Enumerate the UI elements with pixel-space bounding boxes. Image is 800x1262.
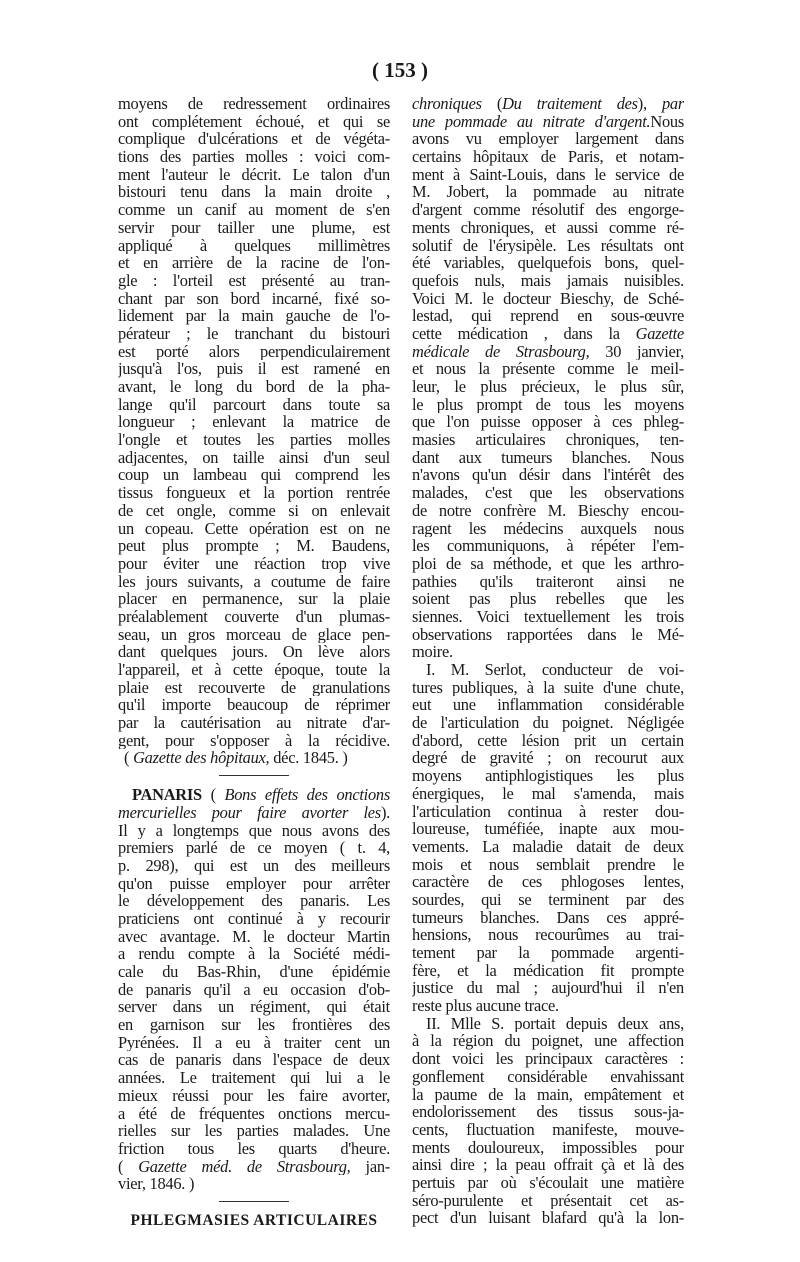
paragraph-line: appliqué à quelques millimètres [118, 236, 390, 255]
paragraph-line: rielles sur les parties malades. Une [118, 1122, 390, 1140]
paragraph-line: peut plus prompte ; M. Baudens, [118, 537, 390, 555]
source-citation: vier, 1846. ) [118, 1175, 195, 1193]
paragraph-line: tissus fongueux et la portion rentrée [118, 484, 390, 502]
paragraph-line: solutif de l'érysipèle. Les résultats ont [412, 236, 684, 255]
page-number: ( 153 ) [372, 58, 428, 82]
paragraph-line: vements. La maladie datait de deux [412, 837, 684, 856]
paragraph-line: gonflement considérable envahissant [412, 1067, 684, 1086]
paragraph-line: avons vu employer largement dans [412, 130, 684, 149]
paragraph-line: de l'articulation du poignet. Négligée [412, 714, 684, 732]
paragraph-line: lestad, qui reprend en sous-œuvre [412, 307, 684, 325]
paragraph-line: gent, pour s'opposer à la récidive. [118, 731, 390, 750]
paragraph-line: leur, le plus précieux, le plus sûr, [412, 378, 684, 396]
paragraph-line: d'abord, cette lésion prit un certain [412, 731, 684, 750]
paragraph-line: les communiquons, à répéter l'em- [412, 537, 684, 555]
paragraph-line: p. 298), qui est un des meilleurs [118, 856, 390, 875]
paragraph-line: pour éviter une réaction trop vive [118, 554, 390, 573]
paragraph-line: ragent les médecins auxquels nous [412, 519, 684, 538]
text-run: cette médication , dans la [412, 324, 636, 343]
section-subtitle: mercurielles pour faire avorter les [118, 803, 381, 822]
paragraph-line: masies articulaires chroniques, ten- [412, 431, 684, 449]
separator-rule [219, 775, 289, 776]
paragraph-line: Pyrénées. Il a eu à traiter cent un [118, 1033, 390, 1052]
paragraph-line: plaie est recouverte de granulations [118, 678, 390, 697]
paragraph-line: ploi de sa méthode, et que les arthro- [412, 554, 684, 573]
paragraph-line: la paume de la main, empâtement et [412, 1085, 684, 1104]
paragraph-line: comme un canif au moment de s'en [118, 201, 390, 219]
section-title: PANARIS [132, 786, 202, 804]
section-heading-line [118, 804, 390, 822]
paragraph-line: un copeau. Cette opération est on ne [118, 519, 390, 538]
paragraph-line: soient pas plus rebelles que les [412, 590, 684, 608]
paragraph-line: caractère de ces phlogoses lentes, [412, 873, 684, 891]
source-title: médicale de Strasbourg, [412, 342, 590, 361]
paragraph-line: qu'on puisse employer pour arrêter [118, 874, 390, 893]
paragraph-line: justice du mal ; aujourd'hui il n'en [412, 979, 684, 998]
paragraph-line: dont voici les principaux caractères : [412, 1050, 684, 1068]
paragraph-line: ments douloureux, impossibles pour [412, 1138, 684, 1157]
paragraph-line: certains hôpitaux de Paris, et notam- [412, 148, 684, 166]
paragraph-line: les jours suivants, a coutume de faire [118, 572, 390, 591]
paragraph-line: de panaris qu'il a eu occasion d'ob- [118, 980, 390, 999]
paragraph-line: en garnison sur les frontières des [118, 1016, 390, 1034]
paragraph-line: l'appareil, et à cette époque, toute la [118, 661, 390, 679]
section-subtitle: Bons effets des onctions [224, 786, 390, 804]
text-run: 30 janvier, [589, 342, 684, 361]
paragraph-line: ment à Saint-Louis, dans le service de [412, 165, 684, 184]
paragraph-line: chant par son bord incarné, fixé so- [118, 289, 390, 308]
subtitle-paren: ( [201, 786, 225, 804]
paragraph-line: servir pour tailler une plume, est [118, 218, 390, 237]
paragraph-line: pertuis par où s'écoulait une matière [412, 1173, 684, 1192]
paragraph-line: endolorissement des tissus sous-ja- [412, 1103, 684, 1121]
paragraph-line: pathies qu'ils traiteront ainsi ne [412, 572, 684, 591]
intro-italic: par [661, 95, 684, 113]
paragraph-line [412, 343, 684, 361]
paragraph-line: séro-purulente et présentait cet as- [412, 1191, 684, 1210]
paragraph-line: cale du Bas-Rhin, d'une épidémie [118, 963, 390, 981]
paragraph-line: I. M. Serlot, conducteur de voi- [426, 661, 684, 679]
paragraph-line: et nous la présente comme le meil- [412, 360, 684, 378]
paragraph-line: II. Mlle S. portait depuis deux ans, [426, 1014, 684, 1033]
paragraph-line: tures publiques, à la suite d'une chute, [412, 678, 684, 697]
paragraph-line: l'articulation continua à rester dou- [412, 802, 684, 821]
paragraph-line: quefois nuls, mais jamais nuisibles. [412, 271, 684, 290]
paragraph-line: gle : l'orteil est présenté au tran- [118, 271, 390, 290]
right-column [412, 95, 684, 1227]
paragraph-line: dant quelques jours. On lève alors [118, 643, 390, 661]
section-heading-line [118, 786, 390, 804]
intro-italic: Du traitement des [502, 95, 638, 113]
source-title: Gazette [635, 324, 684, 343]
paragraph-line: sourdes, qui se terminent par des [412, 890, 684, 909]
source-paren: ( [124, 749, 134, 768]
source-title: Gazette méd. de Strasbourg, [138, 1157, 351, 1176]
paragraph-line: eut une inflammation considérable [412, 696, 684, 715]
paragraph-line: a été de fréquentes onctions mercu- [118, 1104, 390, 1123]
paragraph-line: friction tous les quarts d'heure. [118, 1139, 390, 1158]
paragraph-line: praticiens ont continué à y recourir [118, 909, 390, 928]
paragraph-line: est porté alors perpendiculairement [118, 342, 390, 361]
paragraph-line: longueur ; enlevant la matrice de [118, 413, 390, 432]
paragraph-line: l'ongle et toutes les parties molles [118, 431, 390, 449]
paragraph-line: lange qu'il parcourt dans toute sa [118, 395, 390, 414]
paragraph-line: mois et nous semblait prendre le [412, 855, 684, 874]
left-column [118, 95, 390, 1230]
paragraph-line: fère, et la médication fit prompte [412, 961, 684, 980]
paragraph-line: ainsi dire ; la peau offrait çà et là des [412, 1156, 684, 1174]
paragraph-line: préalablement couverte d'un plumas- [118, 607, 390, 626]
paragraph-line: coup un lambeau qui comprend les [118, 466, 390, 485]
paragraph-line: lidement par la main gauche de l'o- [118, 307, 390, 325]
intro-line [412, 113, 684, 131]
paragraph-line: à la région du poignet, une affection [412, 1032, 684, 1051]
paragraph-line: siennes. Voici textuellement les trois [412, 607, 684, 626]
paragraph-line: a rendu compte à la Société médi- [118, 945, 390, 963]
paragraph-line: ment l'auteur le décrit. Le talon d'un [118, 165, 390, 184]
section-heading: PHLEGMASIES ARTICULAIRES [130, 1211, 378, 1229]
subtitle-close: ). [380, 803, 390, 822]
paragraph-line: de notre confrère M. Bieschy encou- [412, 501, 684, 520]
paragraph-line: premiers parlé de ce moyen ( t. 4, [118, 839, 390, 857]
paragraph-line: moyens de redressement ordinaires [118, 95, 390, 113]
paragraph-line: seau, un gros morceau de glace pen- [118, 625, 390, 644]
paragraph-line: jusqu'à l'os, puis il est ramené en [118, 360, 390, 378]
paragraph-line: pect d'un luisant blafard qu'à la lon- [412, 1209, 684, 1227]
paragraph-line: été variables, quelquefois bons, quel- [412, 254, 684, 272]
paragraph-line: loureuse, tuméfiée, inapte aux mou- [412, 820, 684, 838]
source-date: jan- [350, 1157, 390, 1176]
paragraph-line: cents, fluctuation manifeste, mouve- [412, 1120, 684, 1139]
paragraph-line: de cet ongle, comme si on enlevait [118, 501, 390, 520]
paragraph-line: et en arrière de la racine de l'on- [118, 254, 390, 272]
paragraph-line: avec avantage. M. le docteur Martin [118, 927, 390, 946]
paragraph-line: ments chroniques, et aussi comme ré- [412, 218, 684, 237]
paragraph-line: bistouri tenu dans la main droite , [118, 183, 390, 202]
paragraph-line: adjacentes, on taille ainsi d'un seul [118, 448, 390, 467]
paragraph-line: M. Jobert, la pommade au nitrate [412, 183, 684, 202]
paragraph-line: pérateur ; le tranchant du bistouri [118, 324, 390, 343]
paragraph-line: reste plus aucune trace. [412, 997, 559, 1015]
paragraph-line: Voici M. le docteur Bieschy, de Sché- [412, 289, 684, 308]
paragraph-line: hensions, nous recourûmes au trai- [412, 926, 684, 944]
paragraph-line: observations rapportées dans le Mé- [412, 625, 684, 644]
paragraph-line: énergiques, le mal s'amenda, mais [412, 784, 684, 803]
paragraph-line: placer en permanence, sur la plaie [118, 590, 390, 608]
paragraph-line: moire. [412, 643, 453, 661]
paragraph-line [412, 325, 684, 343]
source-date: déc. 1845. ) [269, 749, 348, 768]
paragraph-line: complique d'ulcérations et de végéta- [118, 130, 390, 149]
paragraph-line: Il y a longtemps que nous avons des [118, 821, 390, 840]
paragraph-line: n'avons qu'un désir dans l'intérêt des [412, 466, 684, 485]
paragraph-line: le plus prompt de tous les moyens [412, 395, 684, 414]
separator-rule [219, 1201, 289, 1202]
paragraph-line: degré de gravité ; on recourut aux [412, 749, 684, 768]
source-citation [118, 1158, 390, 1176]
paragraph-line: malades, c'est que les observations [412, 484, 684, 502]
paragraph-line: avant, le long du bord de la pha- [118, 378, 390, 396]
paragraph-line: tumeurs blanches. Dans ces appré- [412, 908, 684, 927]
paragraph-line: qu'il importe beaucoup de réprimer [118, 696, 390, 715]
intro-italic: chroniques [412, 95, 482, 113]
paragraph-line: ont complétement échoué, et qui se [118, 112, 390, 131]
paragraph-line: server dans un régiment, qui était [118, 998, 390, 1017]
source-title: Gazette des hôpitaux, [133, 749, 270, 768]
paragraph-line: tement par la pommade argenti- [412, 944, 684, 962]
paragraph-line: dant aux tumeurs blanches. Nous [412, 448, 684, 467]
paragraph-line: années. Le traitement qui lui a le [118, 1069, 390, 1087]
paragraph-line: que l'on puisse opposer à ces phleg- [412, 413, 684, 432]
paragraph-line: mieux réussi pour les faire avorter, [118, 1086, 390, 1105]
intro-italic: une pommade au nitrate d'argent. [412, 112, 651, 131]
paragraph-line: tions des parties molles : voici com- [118, 148, 390, 166]
paragraph-line: d'argent comme résolutif des engorge- [412, 201, 684, 219]
source-paren: ( [118, 1157, 139, 1176]
paragraph-line: cas de panaris dans l'espace de deux [118, 1051, 390, 1070]
source-citation [118, 749, 390, 767]
paragraph-line: moyens antiphlogistiques les plus [412, 767, 684, 785]
intro-line: chroniques (Du traitement des), par [412, 95, 684, 113]
paragraph-line: le développement des panaris. Les [118, 892, 390, 910]
paragraph-line: par la cautérisation au nitrate d'ar- [118, 714, 390, 732]
text-run: Nous [650, 112, 684, 131]
